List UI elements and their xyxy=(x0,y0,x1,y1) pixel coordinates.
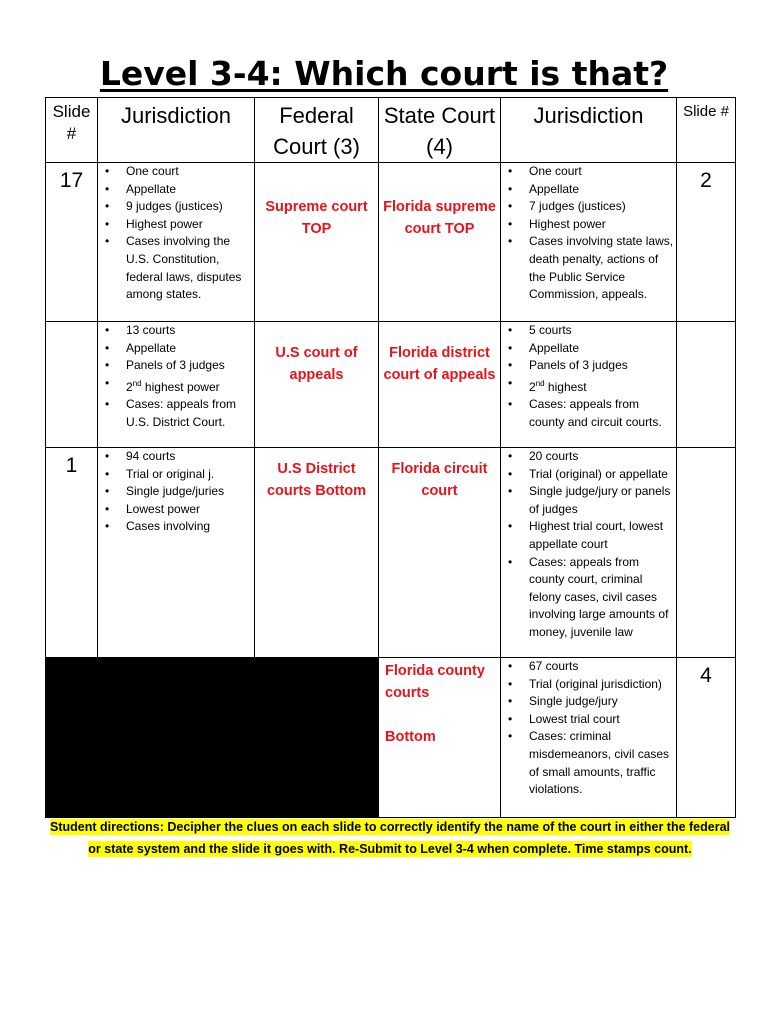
list-item: • 5 courts xyxy=(529,322,674,340)
slide-number-left: 17 xyxy=(46,163,98,322)
federal-clues-cell xyxy=(98,448,255,658)
list-item: • 67 courts xyxy=(529,658,674,676)
federal-clue-list xyxy=(98,163,254,304)
state-clue-list xyxy=(501,658,676,799)
state-clues-cell xyxy=(501,163,677,322)
list-item: • Appellate xyxy=(529,181,674,199)
list-item: • One court xyxy=(126,163,252,181)
list-item: • Single judge/jury xyxy=(529,693,674,711)
list-item: • Cases: appeals from U.S. District Court. xyxy=(126,396,252,431)
list-item: • 2nd highest power xyxy=(126,375,252,397)
list-item: • 13 courts xyxy=(126,322,252,340)
student-directions xyxy=(45,816,735,860)
table-row xyxy=(46,322,736,448)
table-row xyxy=(46,658,736,818)
state-court-name: Florida district court of appeals xyxy=(379,322,501,448)
state-clue-list xyxy=(501,163,676,304)
federal-clue-list xyxy=(98,448,254,536)
list-item: • Cases involving xyxy=(126,518,252,536)
list-item: • Panels of 3 judges xyxy=(126,357,252,375)
list-item: • Cases: appeals from county court, criminal felony cases, civil cases involving large amounts of money, juvenile law xyxy=(529,554,674,642)
federal-clue-list xyxy=(98,322,254,432)
list-item: • One court xyxy=(529,163,674,181)
slide-number-right xyxy=(677,448,736,658)
list-item: • Appellate xyxy=(529,340,674,358)
slide-number-right xyxy=(677,322,736,448)
header-jurisdiction-left: Jurisdiction xyxy=(98,98,255,163)
list-item: • Trial or original j. xyxy=(126,466,252,484)
federal-clues-cell xyxy=(98,322,255,448)
federal-court-name: U.S District courts Bottom xyxy=(255,448,379,658)
header-slide-left: Slide # xyxy=(46,98,98,163)
header-federal-court: Federal Court (3) xyxy=(255,98,379,163)
list-item: • 9 judges (justices) xyxy=(126,198,252,216)
court-table xyxy=(45,97,736,818)
state-clue-list xyxy=(501,448,676,642)
list-item: • Lowest power xyxy=(126,501,252,519)
table-row xyxy=(46,163,736,322)
list-item: • Lowest trial court xyxy=(529,711,674,729)
list-item: • Cases: criminal misdemeanors, civil cases of small amounts, traffic violations. xyxy=(529,728,674,798)
header-jurisdiction-right: Jurisdiction xyxy=(501,98,677,163)
list-item: • Cases involving the U.S. Constitution, federal laws, disputes among states. xyxy=(126,233,252,303)
state-court-name-line: Bottom xyxy=(385,729,436,745)
header-slide-right: Slide # xyxy=(677,98,736,163)
list-item: • Cases involving state laws, death penalty, actions of the Public Service Commission, appeals. xyxy=(529,233,674,303)
state-court-name-line: Florida county courts xyxy=(385,663,485,701)
header-row xyxy=(46,98,736,163)
slide-number-left xyxy=(46,322,98,448)
state-court-name xyxy=(379,658,501,818)
federal-clues-cell xyxy=(98,163,255,322)
state-clues-cell xyxy=(501,322,677,448)
state-court-name: Florida circuit court xyxy=(379,448,501,658)
slide-number-right: 2 xyxy=(677,163,736,322)
list-item: • 7 judges (justices) xyxy=(529,198,674,216)
state-court-name: Florida supreme court TOP xyxy=(379,163,501,322)
list-item: • 94 courts xyxy=(126,448,252,466)
list-item: • Highest power xyxy=(529,216,674,234)
state-clues-cell xyxy=(501,448,677,658)
list-item: • Highest power xyxy=(126,216,252,234)
slide-number-right: 4 xyxy=(677,658,736,818)
federal-court-name: Supreme court TOP xyxy=(255,163,379,322)
federal-court-name: U.S court of appeals xyxy=(255,322,379,448)
header-state-court: State Court (4) xyxy=(379,98,501,163)
list-item: • Single judge/juries xyxy=(126,483,252,501)
slide-number-left: 1 xyxy=(46,448,98,658)
list-item: • Panels of 3 judges xyxy=(529,357,674,375)
list-item: • Highest trial court, lowest appellate court xyxy=(529,518,674,553)
list-item: • 20 courts xyxy=(529,448,674,466)
list-item: • Cases: appeals from county and circuit courts. xyxy=(529,396,674,431)
list-item: • Appellate xyxy=(126,181,252,199)
list-item: • Appellate xyxy=(126,340,252,358)
table-row xyxy=(46,448,736,658)
state-clues-cell xyxy=(501,658,677,818)
redacted-block xyxy=(46,658,379,818)
list-item: • Trial (original) or appellate xyxy=(529,466,674,484)
list-item: • Single judge/jury or panels of judges xyxy=(529,483,674,518)
list-item: • Trial (original jurisdiction) xyxy=(529,676,674,694)
list-item: • 2nd highest xyxy=(529,375,674,397)
directions-text: Student directions: Decipher the clues on each slide to correctly identify the name of the court in either the federal or state system and the slide it goes with. Re-Submit to Level 3-4 when complete. Time stamps count. xyxy=(50,820,730,856)
page-title: Level 3-4: Which court is that? xyxy=(99,54,669,93)
spacer xyxy=(385,704,500,726)
state-clue-list xyxy=(501,322,676,432)
